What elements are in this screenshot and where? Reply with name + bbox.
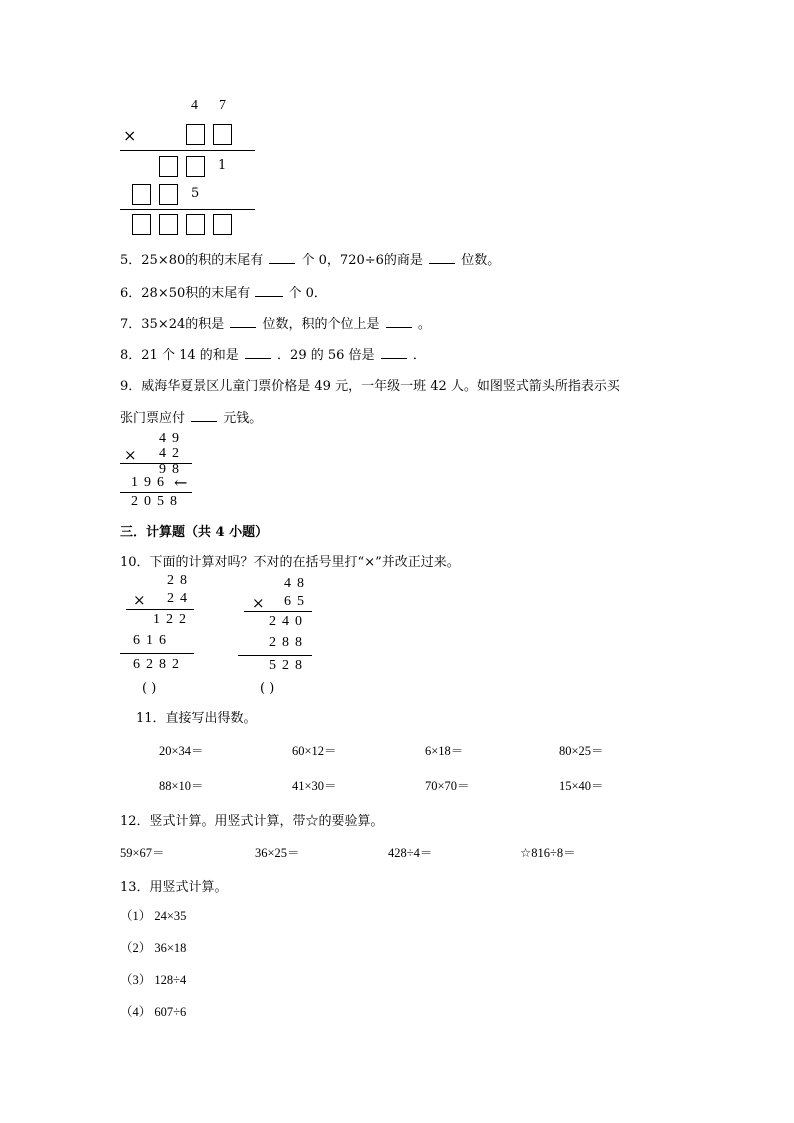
- blank-box[interactable]: [186, 214, 205, 235]
- vertical-row: 6282: [133, 657, 185, 672]
- oral-calc-item: 88×10＝: [159, 779, 204, 793]
- q6-suffix: 个 0．: [288, 286, 327, 301]
- divider-line: [120, 150, 255, 151]
- column-calc-item: （4） 607÷6: [120, 1005, 187, 1019]
- column-calc-item: 59×67＝: [120, 846, 165, 860]
- times-sign: ×: [124, 446, 137, 464]
- answer-blank[interactable]: [245, 358, 271, 359]
- vertical-row: 28: [167, 573, 193, 588]
- column-calc-item: （1） 24×35: [120, 909, 187, 923]
- blank-box[interactable]: [186, 156, 205, 177]
- oral-calc-item: 6×18＝: [425, 744, 464, 758]
- blank-box[interactable]: [213, 214, 232, 235]
- q6-prefix: 6．28×50积的末尾有: [120, 286, 251, 301]
- vertical-row: 122: [153, 612, 192, 627]
- q5-suffix: 位数。: [461, 253, 501, 268]
- column-calc-item: （2） 36×18: [120, 941, 187, 955]
- question-12: 12．竖式计算。用竖式计算，带☆的要验算。: [120, 814, 384, 829]
- oral-calc-item: 60×12＝: [292, 744, 337, 758]
- vertical-row: 65: [284, 594, 310, 609]
- vertical-row: 528: [269, 658, 308, 673]
- answer-paren[interactable]: ( ): [142, 681, 157, 696]
- question-6: [120, 282, 327, 301]
- q7-prefix: 7．35×24的积是: [120, 317, 225, 332]
- question-9-line1: 9．威海华夏景区儿童门票价格是 49 元，一年级一班 42 人。如图竖式箭头所指表示买: [120, 379, 620, 394]
- divider-line: [238, 655, 312, 656]
- arrow-left-icon: ←: [174, 473, 188, 492]
- answer-paren[interactable]: ( ): [260, 681, 275, 696]
- column-calc-item: 36×25＝: [255, 846, 300, 860]
- question-9-line2: [120, 407, 262, 426]
- question-5: [120, 249, 500, 268]
- vertical-row: 48: [284, 576, 310, 591]
- answer-blank[interactable]: [381, 358, 407, 359]
- question-13: 13．用竖式计算。: [120, 880, 228, 895]
- q5-prefix: 5．25×80的积的末尾有: [120, 253, 264, 268]
- times-sign: ×: [133, 591, 146, 609]
- oral-calc-item: 15×40＝: [559, 779, 604, 793]
- divider-line: [120, 653, 194, 654]
- question-11: 11．直接写出得数。: [136, 711, 257, 726]
- q9-suffix: 元钱。: [223, 411, 263, 426]
- puzzle-digit: 1: [218, 158, 227, 173]
- question-8: [120, 344, 426, 363]
- blank-box[interactable]: [159, 184, 178, 205]
- q9-prefix: 张门票应付: [120, 411, 186, 426]
- puzzle-top-digit: 7: [219, 98, 232, 113]
- divider-line: [120, 492, 192, 493]
- times-sign: ×: [123, 126, 137, 145]
- puzzle-top-digit: 4: [191, 98, 204, 113]
- oral-calc-item: 20×34＝: [159, 744, 204, 758]
- vertical-row: 2058: [131, 494, 183, 509]
- q7-mid: 位数，积的个位上是: [262, 317, 380, 332]
- vertical-row: 288: [269, 635, 308, 650]
- blank-box[interactable]: [213, 124, 232, 145]
- question-7: [120, 313, 431, 332]
- blank-box[interactable]: [159, 156, 178, 177]
- answer-blank[interactable]: [386, 327, 412, 328]
- vertical-row: 42: [159, 446, 185, 461]
- q7-suffix: 。: [417, 317, 431, 332]
- column-calc-item: （3） 128÷4: [120, 973, 187, 987]
- q5-mid: 个 0，720÷6的商是: [301, 253, 423, 268]
- oral-calc-item: 70×70＝: [425, 779, 470, 793]
- answer-blank[interactable]: [429, 263, 455, 264]
- section-heading: 三．计算题（共 4 小题）: [120, 525, 269, 540]
- column-calc-item: ☆816÷8＝: [520, 846, 576, 860]
- oral-calc-item: 80×25＝: [559, 744, 604, 758]
- blank-box[interactable]: [159, 214, 178, 235]
- vertical-row: 196: [131, 475, 170, 490]
- answer-blank[interactable]: [269, 263, 295, 264]
- answer-blank[interactable]: [230, 327, 256, 328]
- oral-calc-item: 41×30＝: [292, 779, 337, 793]
- column-calc-item: 428÷4＝: [388, 846, 433, 860]
- vertical-row: 616: [133, 633, 172, 648]
- vertical-row: 98: [159, 462, 185, 477]
- blank-box[interactable]: [132, 214, 151, 235]
- divider-line: [126, 609, 194, 610]
- blank-box[interactable]: [186, 124, 205, 145]
- question-10: 10．下面的计算对吗？不对的在括号里打“×”并改正过来。: [120, 555, 460, 570]
- divider-line: [244, 611, 312, 612]
- q8-mid: ．29 的 56 倍是: [277, 348, 375, 363]
- answer-blank[interactable]: [255, 296, 283, 297]
- q8-suffix: ．: [412, 348, 426, 363]
- vertical-row: 240: [269, 614, 308, 629]
- vertical-row: 49: [159, 431, 185, 446]
- blank-box[interactable]: [132, 184, 151, 205]
- vertical-row: 24: [167, 591, 193, 606]
- divider-line: [120, 209, 255, 210]
- q8-prefix: 8．21 个 14 的和是: [120, 348, 239, 363]
- times-sign: ×: [252, 594, 265, 612]
- answer-blank[interactable]: [191, 421, 217, 422]
- puzzle-digit: 5: [191, 186, 200, 201]
